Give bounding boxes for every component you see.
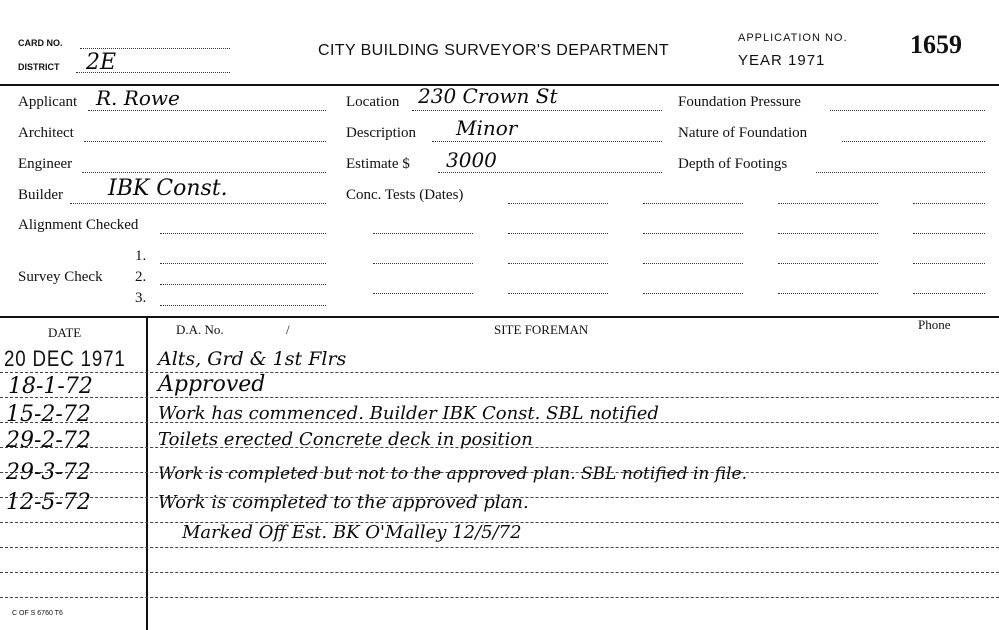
applicant-line bbox=[88, 110, 326, 111]
description-value: Minor bbox=[456, 116, 518, 140]
log-row-line bbox=[0, 597, 999, 598]
log-entry-note: Work is completed but not to the approved plan. SBL notified in file. bbox=[158, 464, 748, 484]
location-label: Location bbox=[346, 94, 400, 110]
log-entry-note: Marked Off Est. BK O'Malley 12/5/72 bbox=[182, 522, 522, 543]
log-entry-date: 20 DEC 1971 bbox=[4, 346, 126, 371]
log-top-rule bbox=[0, 316, 999, 318]
district-label: DISTRICT bbox=[18, 62, 60, 72]
conc-test-cell bbox=[913, 233, 985, 234]
alignment-checked-label: Alignment Checked bbox=[18, 217, 139, 233]
location-line bbox=[412, 110, 662, 111]
conc-test-cell bbox=[373, 263, 473, 264]
log-entry-date: 29-3-72 bbox=[6, 460, 91, 485]
survey-line-1 bbox=[160, 263, 326, 264]
log-entry-note: Alts, Grd & 1st Flrs bbox=[158, 348, 347, 370]
da-header: D.A. No. bbox=[176, 322, 224, 337]
card-no-label: CARD NO. bbox=[18, 38, 63, 48]
engineer-line bbox=[82, 172, 326, 173]
survey-item-2: 2. bbox=[135, 269, 147, 285]
year-label: YEAR 1971 bbox=[738, 52, 826, 69]
card-no-line bbox=[80, 48, 230, 49]
log-row-line bbox=[0, 547, 999, 548]
conc-test-cell bbox=[508, 233, 608, 234]
applicant-value: R. Rowe bbox=[96, 86, 180, 110]
description-label: Description bbox=[346, 125, 416, 141]
builder-label: Builder bbox=[18, 187, 63, 203]
log-entry-note: Work has commenced. Builder IBK Const. SBL notified bbox=[158, 403, 659, 424]
depth-footings-line bbox=[816, 172, 985, 173]
log-row-line bbox=[0, 572, 999, 573]
conc-tests-label: Conc. Tests (Dates) bbox=[346, 187, 464, 203]
description-line bbox=[432, 141, 662, 142]
form-code: C OF S 6760 T6 bbox=[12, 610, 63, 617]
alignment-line bbox=[160, 233, 326, 234]
phone-header: Phone bbox=[918, 317, 951, 332]
survey-line-2 bbox=[160, 284, 326, 285]
conc-test-cell bbox=[373, 293, 473, 294]
log-entry-date: 29-2-72 bbox=[6, 428, 91, 453]
survey-item-1: 1. bbox=[135, 248, 147, 264]
conc-test-cell bbox=[913, 203, 985, 204]
site-foreman-header: SITE FOREMAN bbox=[494, 322, 589, 337]
department-title: CITY BUILDING SURVEYOR'S DEPARTMENT bbox=[318, 42, 670, 59]
nature-foundation-label: Nature of Foundation bbox=[678, 125, 808, 141]
estimate-line bbox=[438, 172, 662, 173]
da-slash: / bbox=[286, 322, 290, 337]
log-entry-date: 18-1-72 bbox=[8, 374, 93, 399]
survey-line-3 bbox=[160, 305, 326, 306]
conc-test-cell bbox=[508, 203, 608, 204]
applicant-label: Applicant bbox=[18, 94, 78, 110]
foundation-pressure-line bbox=[830, 110, 985, 111]
conc-test-cell bbox=[778, 233, 878, 234]
conc-test-cell bbox=[913, 263, 985, 264]
architect-line bbox=[84, 141, 326, 142]
application-no-label: APPLICATION NO. bbox=[738, 32, 848, 44]
foundation-pressure-label: Foundation Pressure bbox=[678, 94, 801, 110]
survey-check-label: Survey Check bbox=[18, 269, 103, 285]
conc-test-cell bbox=[778, 263, 878, 264]
log-row-line bbox=[0, 397, 999, 398]
application-number: 1659 bbox=[910, 30, 962, 59]
conc-test-cell bbox=[643, 233, 743, 234]
log-entry-date: 12-5-72 bbox=[6, 490, 91, 515]
log-entry-note: Toilets erected Concrete deck in position bbox=[158, 429, 533, 450]
conc-test-cell bbox=[778, 203, 878, 204]
log-entry-note: Approved bbox=[158, 372, 266, 397]
conc-test-cell bbox=[508, 293, 608, 294]
conc-test-cell bbox=[913, 293, 985, 294]
estimate-value: 3000 bbox=[446, 148, 497, 172]
engineer-label: Engineer bbox=[18, 156, 73, 172]
architect-label: Architect bbox=[18, 125, 74, 141]
conc-test-cell bbox=[643, 293, 743, 294]
conc-test-cell bbox=[508, 263, 608, 264]
log-column-divider bbox=[146, 318, 148, 630]
conc-test-cell bbox=[778, 293, 878, 294]
conc-test-cell bbox=[373, 233, 473, 234]
location-value: 230 Crown St bbox=[418, 84, 558, 108]
estimate-label: Estimate $ bbox=[346, 156, 410, 172]
builder-line bbox=[70, 203, 326, 204]
district-value: 2E bbox=[86, 50, 117, 75]
builder-value: IBK Const. bbox=[108, 176, 228, 201]
log-entry-date: 15-2-72 bbox=[6, 402, 91, 427]
conc-test-cell bbox=[643, 203, 743, 204]
depth-footings-label: Depth of Footings bbox=[678, 156, 788, 172]
log-row-line bbox=[0, 372, 999, 373]
survey-item-3: 3. bbox=[135, 290, 147, 306]
log-entry-note: Work is completed to the approved plan. bbox=[158, 492, 529, 513]
conc-test-cell bbox=[643, 263, 743, 264]
nature-foundation-line bbox=[842, 141, 985, 142]
date-header: DATE bbox=[48, 325, 82, 340]
